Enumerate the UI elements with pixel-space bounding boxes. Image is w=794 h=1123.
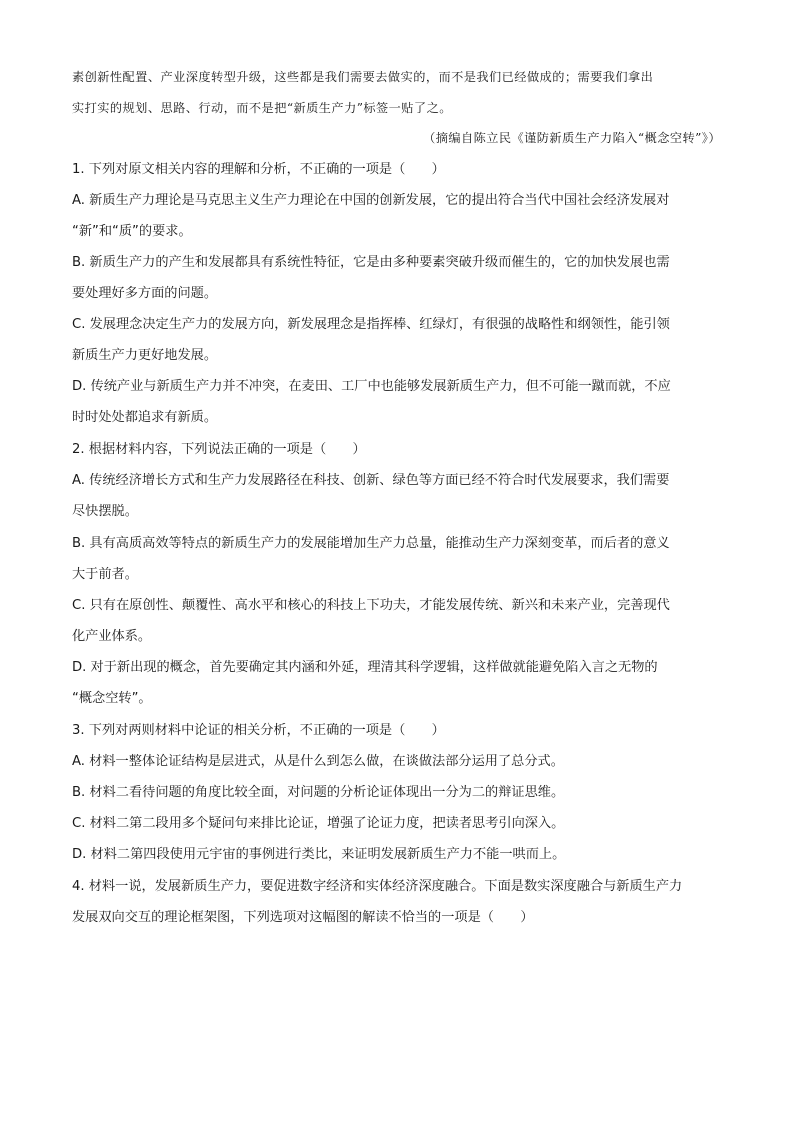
question-4-stem: 4. 材料一说，发展新质生产力，要促进数字经济和实体经济深度融合。下面是数实深度融合与新质生产力 (72, 879, 683, 894)
question-2-option-c-cont: 化产业体系。 (72, 629, 152, 644)
intro-line-1: 素创新性配置、产业深度转型升级，这些都是我们需要去做实的，而不是我们已经做成的；需要我们拿出 (72, 70, 654, 84)
question-2-option-a-cont: 尽快摆脱。 (72, 504, 138, 519)
question-2-stem: 2. 根据材料内容，下列说法正确的一项是（ ） (72, 442, 366, 457)
question-1-stem: 1. 下列对原文相关内容的理解和分析，不正确的一项是（ ） (72, 162, 445, 177)
question-3-stem: 3. 下列对两则材料中论证的相关分析，不正确的一项是（ ） (72, 723, 445, 738)
question-1-option-b: B. 新质生产力的产生和发展都具有系统性特征，它是由多种要素突破升级而催生的，它的加快发展也需 (72, 255, 670, 270)
question-2-option-b-cont: 大于前者。 (72, 567, 138, 582)
question-1-option-c-cont: 新质生产力更好地发展。 (72, 348, 218, 363)
question-3-option-d: D. 材料二第四段使用元宇宙的事例进行类比，来证明发展新质生产力不能一哄而上。 (72, 847, 566, 862)
question-3-option-a: A. 材料一整体论证结构是层进式，从是什么到怎么做，在谈做法部分运用了总分式。 (72, 754, 564, 769)
question-1-option-c: C. 发展理念决定生产力的发展方向，新发展理念是指挥棒、红绿灯，有很强的战略性和纲领性，能引领 (72, 317, 670, 332)
question-2-option-b: B. 具有高质高效等特点的新质生产力的发展能增加生产力总量，能推动生产力深刻变革，而后者的意义 (72, 536, 670, 551)
question-1-option-a: A. 新质生产力理论是马克思主义生产力理论在中国的创新发展，它的提出符合当代中国社会经济发展对 (72, 193, 670, 208)
question-2-option-d: D. 对于新出现的概念，首先要确定其内涵和外延，理清其科学逻辑，这样做就能避免陷入言之无物的 (72, 660, 658, 675)
question-1-option-a-cont: “新”和“质”的要求。 (72, 224, 192, 239)
question-3-option-b: B. 材料二看待问题的角度比较全面，对问题的分析论证体现出一分为二的辩证思维。 (72, 785, 565, 800)
question-1-option-d-cont: 时时处处都追求有新质。 (72, 410, 218, 425)
question-4-stem-cont: 发展双向交互的理论框架图，下列选项对这幅图的解读不恰当的一项是（ ） (72, 910, 534, 925)
question-3-option-c: C. 材料二第二段用多个疑问句来排比论证，增强了论证力度，把读者思考引向深入。 (72, 816, 565, 831)
question-2-option-c: C. 只有在原创性、颠覆性、高水平和核心的科技上下功夫，才能发展传统、新兴和未来产业，完善现代 (72, 598, 670, 613)
question-1-option-b-cont: 要处理好多方面的问题。 (72, 286, 218, 301)
question-2-option-a: A. 传统经济增长方式和生产力发展路径在科技、创新、绿色等方面已经不符合时代发展要求，我们需要 (72, 473, 670, 488)
question-2-option-d-cont: “概念空转”。 (72, 691, 152, 706)
source-citation: （摘编自陈立民《谨防新质生产力陷入“概念空转”》） (423, 131, 721, 145)
question-1-option-d: D. 传统产业与新质生产力并不冲突，在麦田、工厂中也能够发展新质生产力，但不可能一蹴而就，不应 (72, 379, 671, 394)
intro-line-2: 实打实的规划、思路、行动，而不是把“新质生产力”标签一贴了之。 (72, 101, 452, 115)
